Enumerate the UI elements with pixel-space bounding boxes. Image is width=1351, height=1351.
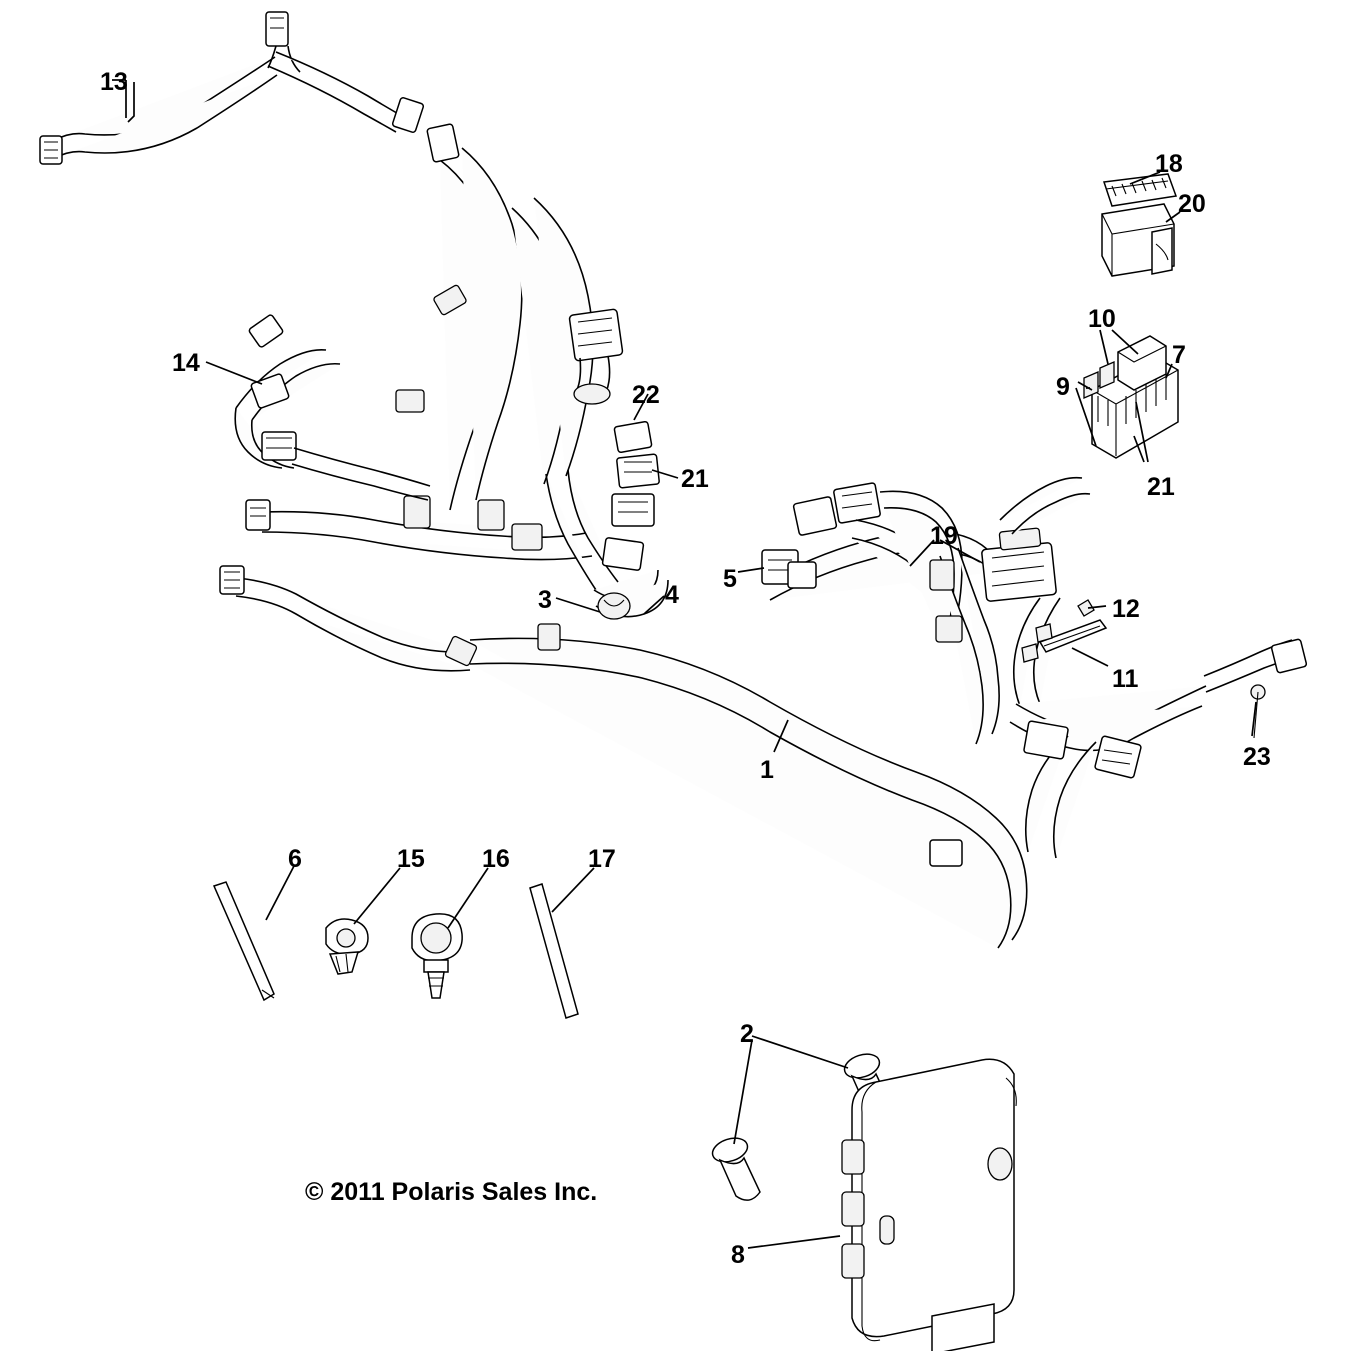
part-17-cable-tie-short (530, 884, 578, 1018)
part-7-fuse-block (1084, 336, 1178, 458)
callout-22: 22 (632, 381, 660, 409)
callout-14: 14 (172, 349, 200, 377)
callout-21-left: 21 (681, 465, 709, 493)
part-15-cable-clamp (326, 919, 368, 974)
callout-18: 18 (1155, 150, 1183, 178)
callout-10: 10 (1088, 305, 1116, 333)
callout-20: 20 (1178, 190, 1206, 218)
callout-1: 1 (760, 756, 774, 784)
callout-7: 7 (1172, 341, 1186, 369)
part-16-cable-clamp-screw (412, 914, 462, 998)
part-6-cable-tie (214, 882, 274, 1000)
callout-6: 6 (288, 845, 302, 873)
callout-3: 3 (538, 586, 552, 614)
callout-9: 9 (1056, 373, 1070, 401)
part-18-20-fusebox (1102, 174, 1176, 276)
part-13-ground-cable (40, 12, 424, 164)
callout-2: 2 (740, 1020, 754, 1048)
callout-12: 12 (1112, 595, 1140, 623)
callout-21-right: 21 (1147, 473, 1175, 501)
callout-11: 11 (1112, 665, 1139, 693)
callout-13: 13 (100, 68, 128, 96)
copyright-notice: © 2011 Polaris Sales Inc. (305, 1178, 598, 1206)
callout-15: 15 (397, 845, 425, 873)
callout-4: 4 (665, 581, 679, 609)
callout-16: 16 (482, 845, 510, 873)
callout-8: 8 (731, 1241, 745, 1269)
callout-5: 5 (723, 565, 737, 593)
callout-19: 19 (930, 522, 958, 550)
callout-23: 23 (1243, 743, 1271, 771)
part-8-voltage-regulator (842, 1059, 1016, 1351)
callout-17: 17 (588, 845, 616, 873)
